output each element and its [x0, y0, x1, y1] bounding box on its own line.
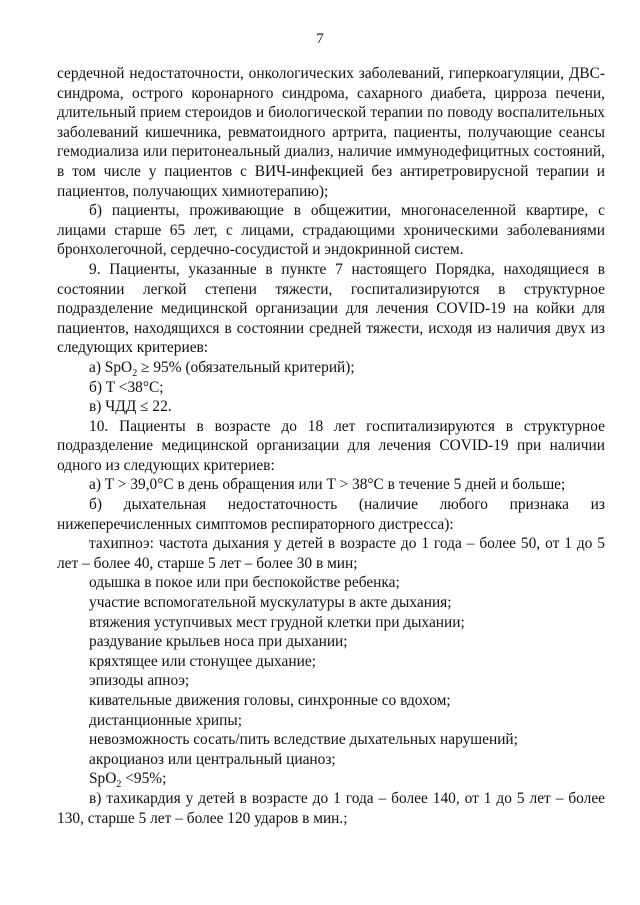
symptom-item: эпизоды апноэ;	[89, 672, 190, 690]
symptom-item: акроцианоз или центральный цианоз;	[89, 750, 336, 768]
paragraph: сердечной недостаточности, онкологических заболеваний, гиперкоагуляции, ДВС-синдрома, острого коронарного синдрома, сахарного диабета, цирроза печени, длительный прием стероидов и биологической терапии по поводу воспалительных заболеваний кишечника, ревматоидного артрита, пациенты, получающие сеансы гемодиализа или перитонеальный диализ, наличие иммунодефицитных состояний, в том числе у пациентов с ВИЧ-инфекцией без антиретровирусной терапии и пациентов, получающих химиотерапию);	[57, 65, 605, 200]
symptom-item: невозможность сосать/пить вследствие дыхательных нарушений;	[89, 731, 518, 749]
symptom-item: участие вспомогательной мускулатуры в акте дыхания;	[89, 594, 452, 612]
paragraph: б) пациенты, проживающие в общежитии, многонаселенной квартире, с лицами старше 65 лет, с лицами, страдающими хроническими заболеваниями бронхолегочной, сердечно-сосудистой и эндокринной систем.	[57, 202, 605, 259]
text-fragment: <95%;	[121, 770, 167, 788]
text-fragment: а) SpO	[89, 358, 133, 376]
page-number: 7	[316, 31, 324, 47]
text-fragment: ≥ 95% (обязательный критерий);	[137, 358, 355, 376]
symptom-item: кивательные движения головы, синхронные со вдохом;	[89, 692, 451, 709]
symptom-item: втяжения уступчивых мест грудной клетки при дыхании;	[89, 613, 465, 631]
criteria-item: а) T > 39,0°C в день обращения или T > 38°C в течение 5 дней и больше;	[89, 476, 566, 494]
paragraph: тахипноэ: частота дыхания у детей в возрасте до 1 года – более 50, от 1 до 5 лет – более 40, старше 5 лет – более 30 в мин;	[57, 535, 605, 572]
symptom-item: раздувание крыльев носа при дыхании;	[89, 633, 348, 651]
criteria-item: б) T <38°C;	[89, 378, 164, 396]
paragraph: 10. Пациенты в возрасте до 18 лет госпитализируются в структурное подразделение медицинской организации для лечения COVID-19 при наличии одного из следующих критериев:	[57, 417, 605, 474]
criteria-item: в) ЧДД ≤ 22.	[89, 398, 172, 416]
paragraph: 9. Пациенты, указанные в пункте 7 настоящего Порядка, находящиеся в состоянии легкой степени тяжести, госпитализируются в структурное подразделение медицинской организации для лечения COVID-19 на койки для пациентов, находящихся в состоянии средней тяжести, исходя из наличия двух из следующих критериев:	[57, 260, 605, 357]
symptom-item: дистанционные хрипы;	[89, 711, 243, 729]
text-fragment: SpO	[89, 770, 117, 788]
symptom-item	[57, 769, 605, 789]
paragraph: в) тахикардия у детей в возрасте до 1 года – более 140, от 1 до 5 лет – более 130, старше 5 лет – более 120 ударов в мин.;	[57, 789, 605, 827]
paragraph: б) дыхательная недостаточность (наличие любого признака из нижеперечисленных симптомов респираторного дистресса):	[57, 496, 605, 533]
symptom-item: кряхтящее или стонущее дыхание;	[89, 652, 316, 670]
document-body	[57, 64, 605, 828]
symptom-item: одышка в покое или при беспокойстве ребенка;	[89, 574, 400, 592]
criteria-item	[57, 358, 605, 378]
subscript: 2	[132, 367, 138, 379]
subscript: 2	[116, 779, 122, 791]
